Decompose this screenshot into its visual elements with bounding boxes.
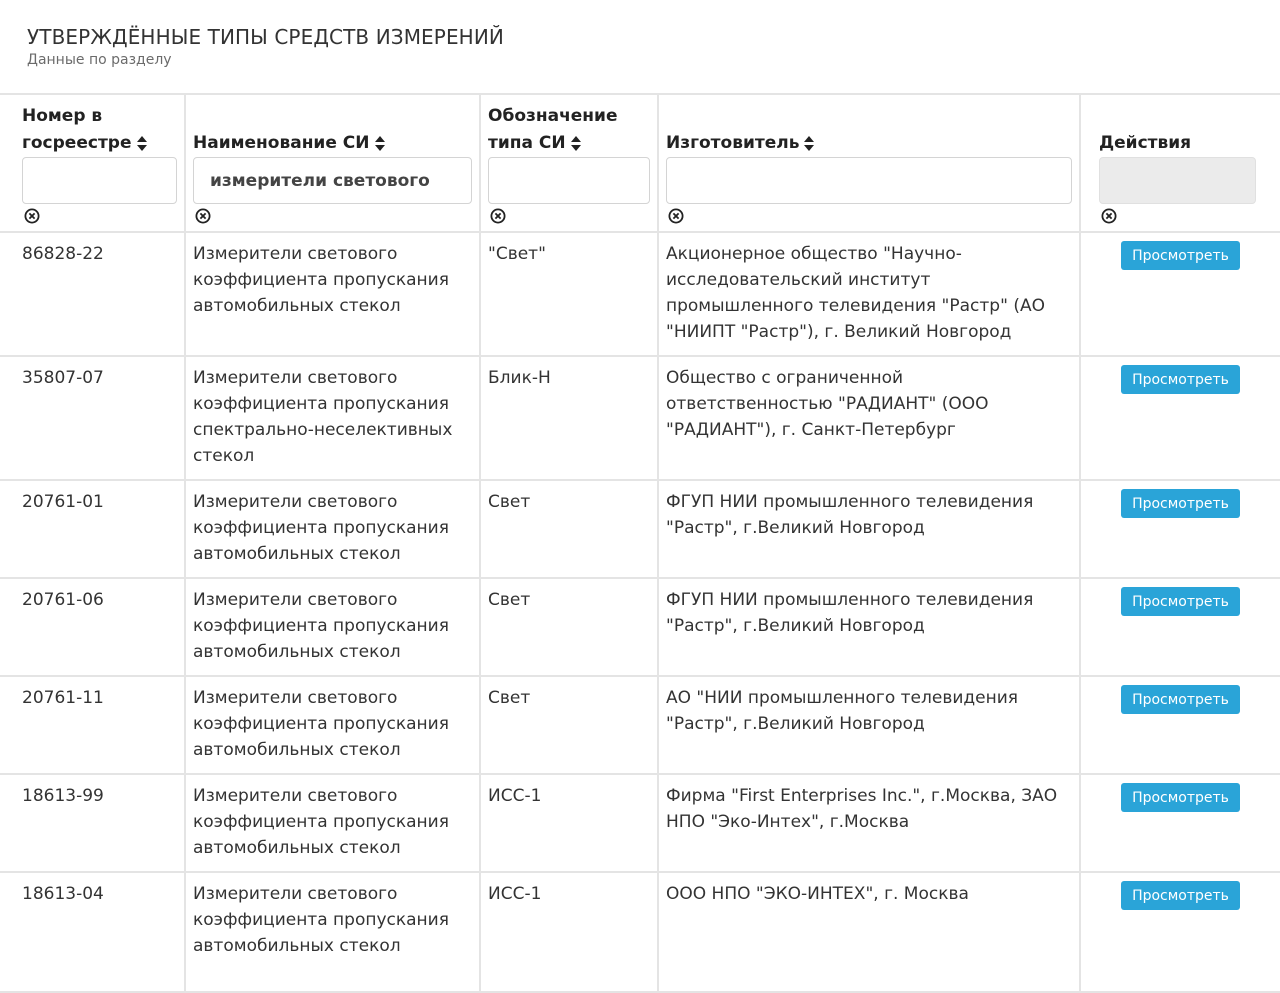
cell-type: Блик-Н: [480, 356, 658, 480]
cell-name: Измерители светового коэффициента пропускания автомобильных стекол: [185, 872, 480, 992]
table-row: [0, 872, 1280, 992]
view-button[interactable]: Просмотреть: [1121, 881, 1240, 910]
sort-icon[interactable]: [137, 136, 147, 151]
column-label-type[interactable]: Обозначение типа СИ: [488, 106, 618, 153]
column-label-number[interactable]: Номер в госреестре: [22, 106, 132, 153]
header-row: [0, 94, 1280, 232]
cell-number: 35807-07: [0, 356, 185, 480]
page-subtitle: Данные по разделу: [27, 52, 172, 68]
column-label-name[interactable]: Наименование СИ: [193, 133, 370, 153]
view-button[interactable]: Просмотреть: [1121, 365, 1240, 394]
table-row: [0, 232, 1280, 356]
cell-number: 86828-22: [0, 232, 185, 356]
cell-number: 18613-04: [0, 872, 185, 992]
cell-actions: [1080, 872, 1280, 992]
view-button[interactable]: Просмотреть: [1121, 783, 1240, 812]
cell-type: ИСС-1: [480, 872, 658, 992]
column-header-number: [0, 94, 185, 232]
cell-name: Измерители светового коэффициента пропускания автомобильных стекол: [185, 578, 480, 676]
clear-filter-icon[interactable]: [668, 208, 684, 224]
page-header: [0, 0, 1280, 70]
sort-icon[interactable]: [571, 136, 581, 151]
clear-filter-icon[interactable]: [195, 208, 211, 224]
sort-icon[interactable]: [375, 136, 385, 151]
cell-manufacturer: ООО НПО "ЭКО-ИНТЕХ", г. Москва: [658, 872, 1080, 992]
cell-actions: [1080, 232, 1280, 356]
cell-actions: [1080, 356, 1280, 480]
table-row: [0, 356, 1280, 480]
view-button[interactable]: Просмотреть: [1121, 489, 1240, 518]
cell-name: Измерители светового коэффициента пропускания спектрально-неселективных стекол: [185, 356, 480, 480]
column-header-name: [185, 94, 480, 232]
filter-input-manufacturer[interactable]: [666, 157, 1072, 204]
cell-type: Свет: [480, 480, 658, 578]
column-header-actions: [1080, 94, 1280, 232]
clear-filter-icon[interactable]: [490, 208, 506, 224]
cell-name: Измерители светового коэффициента пропускания автомобильных стекол: [185, 480, 480, 578]
cell-manufacturer: АО "НИИ промышленного телевидения "Растр", г.Великий Новгород: [658, 676, 1080, 774]
column-header-type: [480, 94, 658, 232]
view-button[interactable]: Просмотреть: [1121, 241, 1240, 270]
cell-name: Измерители светового коэффициента пропускания автомобильных стекол: [185, 774, 480, 872]
table-row: [0, 676, 1280, 774]
cell-manufacturer: Акционерное общество "Научно-исследовательский институт промышленного телевидения "Растр" (АО "НИИПТ "Растр"), г. Великий Новгород: [658, 232, 1080, 356]
cell-name: Измерители светового коэффициента пропускания автомобильных стекол: [185, 676, 480, 774]
cell-number: 18613-99: [0, 774, 185, 872]
column-label-actions: Действия: [1099, 133, 1192, 153]
cell-type: ИСС-1: [480, 774, 658, 872]
cell-manufacturer: Общество с ограниченной ответственностью "РАДИАНТ" (ООО "РАДИАНТ"), г. Санкт-Петербург: [658, 356, 1080, 480]
cell-number: 20761-11: [0, 676, 185, 774]
sort-icon[interactable]: [804, 136, 814, 151]
clear-filter-icon[interactable]: [24, 208, 40, 224]
cell-actions: [1080, 480, 1280, 578]
cell-number: 20761-06: [0, 578, 185, 676]
table-row: [0, 774, 1280, 872]
view-button[interactable]: Просмотреть: [1121, 587, 1240, 616]
cell-manufacturer: ФГУП НИИ промышленного телевидения "Растр", г.Великий Новгород: [658, 480, 1080, 578]
filter-input-number[interactable]: [22, 157, 177, 204]
cell-actions: [1080, 676, 1280, 774]
page-title: УТВЕРЖДЁННЫЕ ТИПЫ СРЕДСТВ ИЗМЕРЕНИЙ: [27, 25, 504, 49]
results-table: [0, 93, 1280, 993]
view-button[interactable]: Просмотреть: [1121, 685, 1240, 714]
filter-input-name[interactable]: [193, 157, 472, 204]
filter-input-actions: [1099, 157, 1256, 204]
table-row: [0, 578, 1280, 676]
cell-manufacturer: Фирма "First Enterprises Inc.", г.Москва, ЗАО НПО "Эко-Интех", г.Москва: [658, 774, 1080, 872]
column-label-manufacturer[interactable]: Изготовитель: [666, 133, 800, 153]
filter-input-type[interactable]: [488, 157, 650, 204]
clear-filter-icon[interactable]: [1101, 208, 1117, 224]
table-row: [0, 480, 1280, 578]
cell-number: 20761-01: [0, 480, 185, 578]
cell-type: "Свет": [480, 232, 658, 356]
cell-type: Свет: [480, 578, 658, 676]
column-header-manufacturer: [658, 94, 1080, 232]
cell-name: Измерители светового коэффициента пропускания автомобильных стекол: [185, 232, 480, 356]
cell-actions: [1080, 578, 1280, 676]
cell-type: Свет: [480, 676, 658, 774]
cell-manufacturer: ФГУП НИИ промышленного телевидения "Растр", г.Великий Новгород: [658, 578, 1080, 676]
cell-actions: [1080, 774, 1280, 872]
